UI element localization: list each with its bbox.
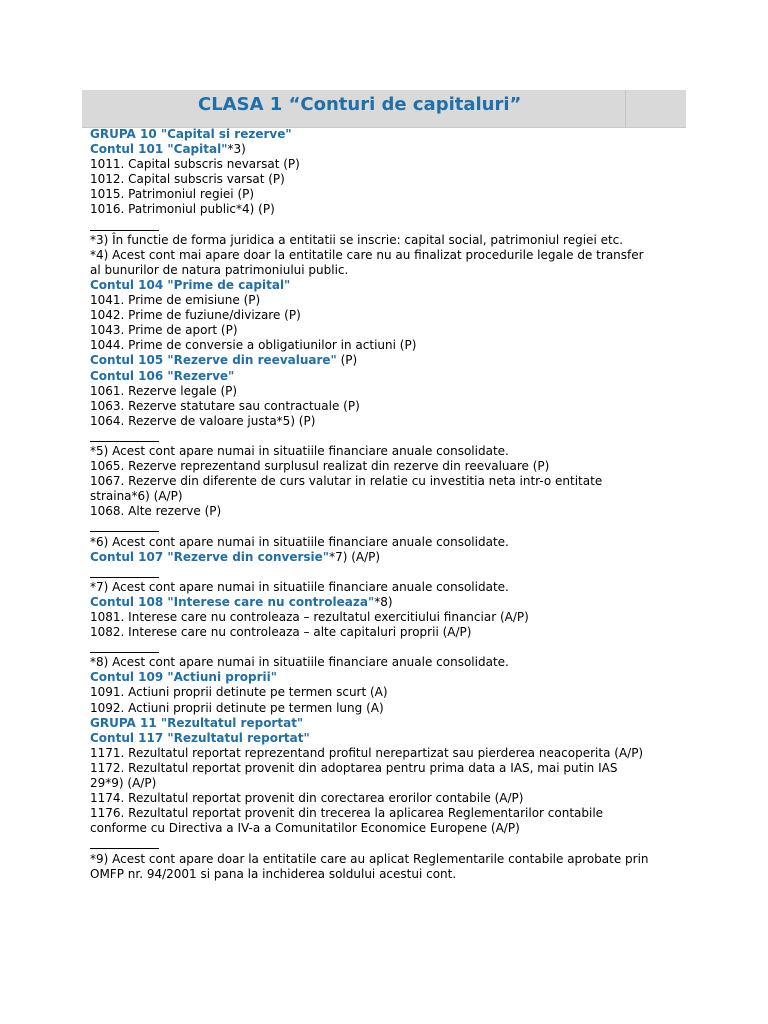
footnote-separator <box>90 429 680 444</box>
text-line: straina*6) (A/P) <box>90 489 183 504</box>
text-line: 1061. Rezerve legale (P) <box>90 383 238 398</box>
text-line: 1092. Actiuni proprii detinute pe termen lung (A) <box>90 700 384 715</box>
text-line: conforme cu Directiva a IV-a a Comunitatilor Economice Europene (A/P) <box>90 821 520 836</box>
section-heading: Contul 109 "Actiuni proprii" <box>90 670 278 685</box>
heading-suffix: (P) <box>336 353 358 368</box>
document-body <box>90 127 680 882</box>
section-heading: Contul 101 "Capital" <box>90 142 228 157</box>
section-heading: GRUPA 11 "Rezultatul reportat" <box>90 715 304 730</box>
text-line: 1065. Rezerve reprezentand surplusul realizat din rezerve din reevaluare (P) <box>90 459 550 474</box>
section-heading: Contul 117 "Rezultatul reportat" <box>90 730 310 745</box>
text-line: 1011. Capital subscris nevarsat (P) <box>90 157 300 172</box>
text-line: 1042. Prime de fuziune/divizare (P) <box>90 308 301 323</box>
text-line: 1091. Actiuni proprii detinute pe termen scurt (A) <box>90 685 388 700</box>
text-line: 1081. Interese care nu controleaza – rezultatul exercitiului financiar (A/P) <box>90 610 529 624</box>
footnote-separator <box>90 519 680 534</box>
section-heading-line <box>90 595 680 610</box>
text-line: 1171. Rezultatul reportat reprezentand profitul nerepartizat sau pierderea neacoperita (A/P) <box>90 745 644 760</box>
section-heading: GRUPA 10 "Capital si rezerve" <box>90 127 292 141</box>
section-heading-line <box>90 731 680 746</box>
text-line: 1016. Patrimoniul public*4) (P) <box>90 202 275 217</box>
section-heading-line <box>90 716 680 731</box>
section-heading-line <box>90 670 680 685</box>
section-heading: Contul 107 "Rezerve din conversie" <box>90 549 330 564</box>
section-heading: Contul 105 "Rezerve din reevaluare" <box>90 353 337 368</box>
text-line: 29*9) (A/P) <box>90 776 157 791</box>
text-line: *5) Acest cont apare numai in situatiile financiare anuale consolidate. <box>90 443 509 458</box>
heading-suffix: *3) <box>227 142 246 157</box>
section-heading: Contul 106 "Rezerve" <box>90 368 235 383</box>
footnote-separator <box>90 218 680 233</box>
text-line: 1012. Capital subscris varsat (P) <box>90 172 285 187</box>
footnote-separator <box>90 565 680 580</box>
text-line: al bunurilor de natura patrimoniului public. <box>90 262 349 277</box>
section-heading-line <box>90 550 680 565</box>
heading-suffix: *8) <box>374 594 393 609</box>
text-line: *9) Acest cont apare doar la entitatile care au aplicat Reglementarile contabile aprobate prin <box>90 851 649 866</box>
text-line: 1041. Prime de emisiune (P) <box>90 293 261 308</box>
text-line: OMFP nr. 94/2001 si pana la inchiderea soldului acestui cont. <box>90 866 457 881</box>
footnote-separator <box>90 640 680 655</box>
text-line: 1064. Rezerve de valoare justa*5) (P) <box>90 413 316 428</box>
section-heading-line <box>90 127 680 142</box>
text-line: 1174. Rezultatul reportat provenit din corectarea erorilor contabile (A/P) <box>90 791 524 806</box>
section-heading-line <box>90 278 680 293</box>
footnote-separator <box>90 836 680 851</box>
page-title: CLASA 1 “Conturi de capitaluri” <box>198 94 522 115</box>
section-heading: Contul 108 "Interese care nu controleaza" <box>90 594 375 609</box>
text-line: *3) În functie de forma juridica a entitatii se inscrie: capital social, patrimoniul regiei etc. <box>90 232 624 247</box>
text-line: 1172. Rezultatul reportat provenit din adoptarea pentru prima data a IAS, mai putin IAS <box>90 760 618 775</box>
text-line: *6) Acest cont apare numai in situatiile financiare anuale consolidate. <box>90 534 509 549</box>
heading-suffix: *7) (A/P) <box>329 549 381 564</box>
text-line: 1063. Rezerve statutare sau contractuale (P) <box>90 398 360 413</box>
text-line: 1044. Prime de conversie a obligatiunilor in actiuni (P) <box>90 338 417 353</box>
text-line: 1082. Interese care nu controleaza – alte capitaluri proprii (A/P) <box>90 625 472 640</box>
title-bar-cell <box>625 90 687 127</box>
text-line: *8) Acest cont apare numai in situatiile financiare anuale consolidate. <box>90 655 509 670</box>
text-line: 1043. Prime de aport (P) <box>90 323 238 338</box>
text-line: *7) Acest cont apare numai in situatiile financiare anuale consolidate. <box>90 579 509 594</box>
text-line: 1067. Rezerve din diferente de curs valutar in relatie cu investitia neta intr-o entitate <box>90 474 603 489</box>
section-heading-line <box>90 142 680 157</box>
section-heading-line <box>90 353 680 368</box>
section-heading: Contul 104 "Prime de capital" <box>90 277 291 292</box>
text-line: 1068. Alte rezerve (P) <box>90 504 222 519</box>
section-heading-line <box>90 369 680 384</box>
text-line: 1176. Rezultatul reportat provenit din trecerea la aplicarea Reglementarilor contabile <box>90 806 604 821</box>
text-line: 1015. Patrimoniul regiei (P) <box>90 187 255 202</box>
text-line: *4) Acest cont mai apare doar la entitatile care nu au finalizat procedurile legale de transfer <box>90 247 644 262</box>
